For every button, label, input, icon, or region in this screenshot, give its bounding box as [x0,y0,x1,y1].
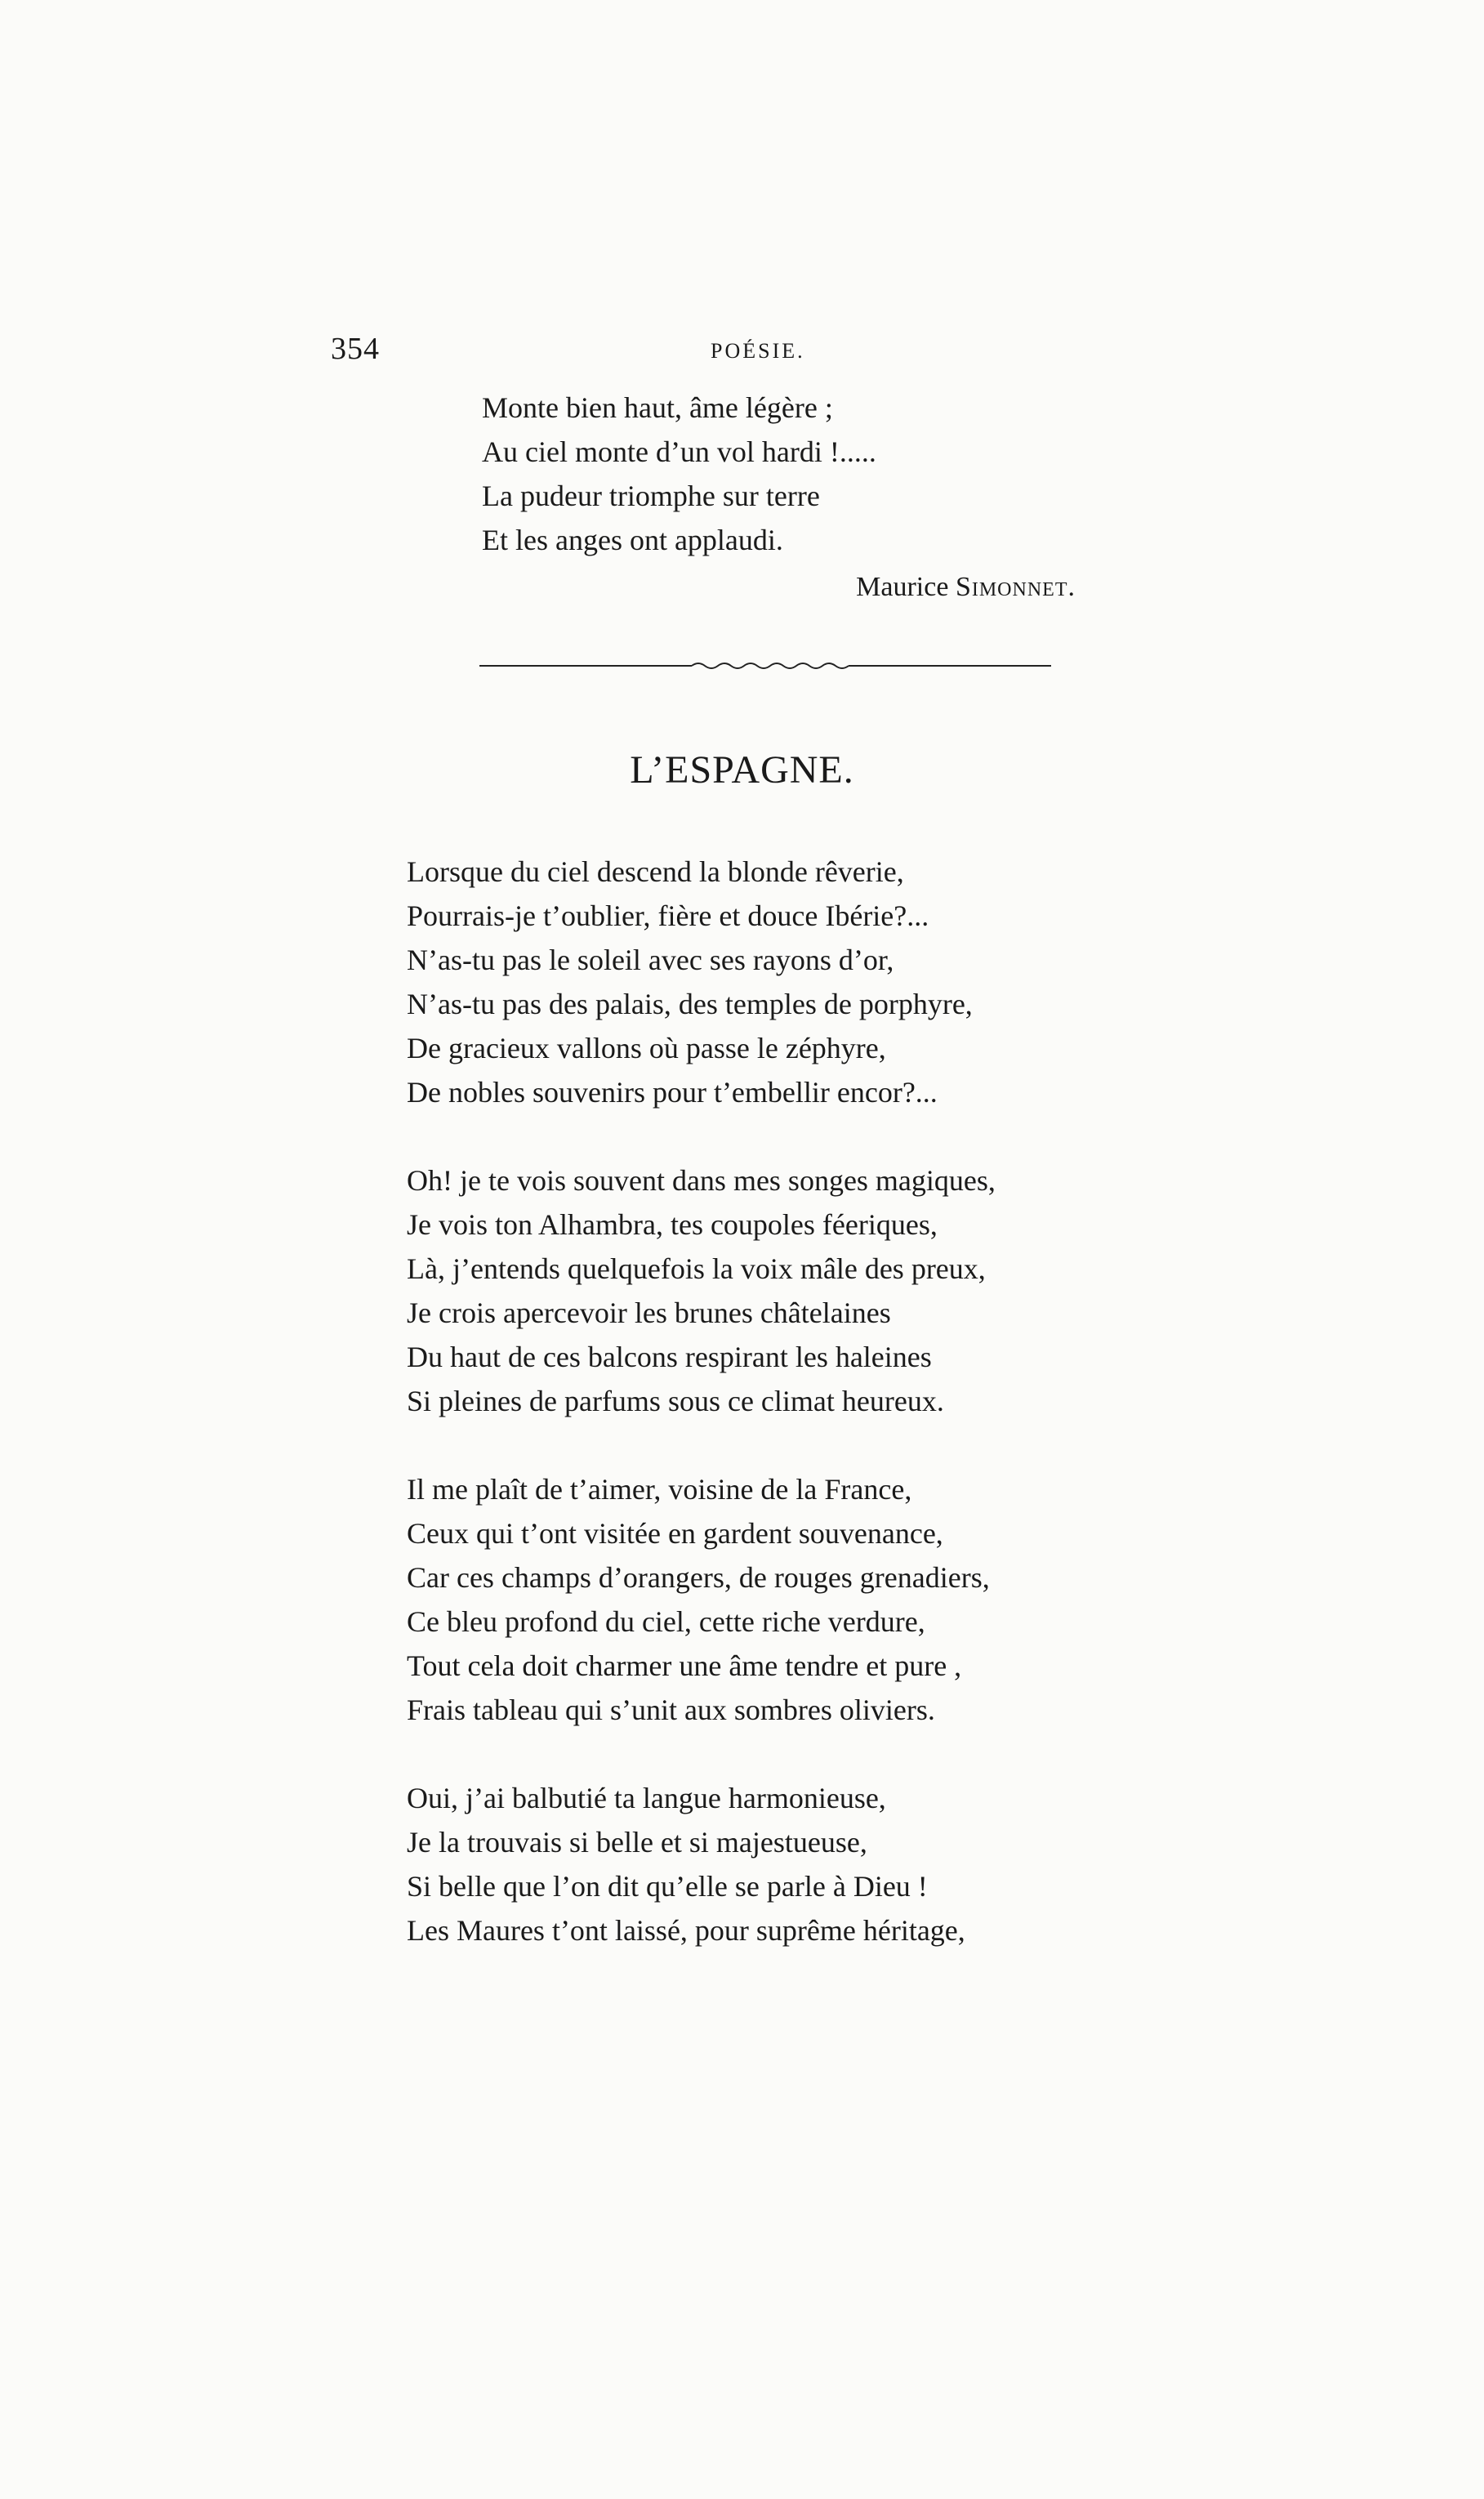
verse-line: La pudeur triomphe sur terre [482,480,820,512]
poem-title: L’ESPAGNE. [630,748,854,792]
verse-line: Oui, j’ai balbutié ta langue harmonieuse, [407,1782,886,1814]
verse-line: De gracieux vallons où passe le zéphyre, [407,1032,886,1064]
verse-line: Tout cela doit charmer une âme tendre et pure , [407,1649,962,1682]
verse-line: N’as-tu pas des palais, des temples de porphyre, [407,988,973,1020]
verse-line: Ce bleu profond du ciel, cette riche verdure, [407,1605,925,1638]
verse-line: Je vois ton Alhambra, tes coupoles féeriques, [407,1208,938,1241]
author-first-name: Maurice [856,572,949,602]
verse-line: Je crois apercevoir les brunes châtelaines [407,1296,891,1329]
verse-line: Car ces champs d’orangers, de rouges grenadiers, [407,1561,990,1594]
verse-line: Je la trouvais si belle et si majestueuse, [407,1826,867,1859]
previous-poem-ending [482,386,876,562]
verse-line: N’as-tu pas le soleil avec ses rayons d’or, [407,944,894,976]
verse-line: Si pleines de parfums sous ce climat heureux. [407,1385,944,1417]
page-number: 354 [331,332,380,366]
verse-line: Au ciel monte d’un vol hardi !..... [482,435,876,468]
verse-line: Ceux qui t’ont visitée en gardent souvenance, [407,1517,943,1550]
verse-line: Si belle que l’on dit qu’elle se parle à Dieu ! [407,1870,928,1903]
verse-line: De nobles souvenirs pour t’embellir encor?... [407,1076,938,1109]
verse-line: Les Maures t’ont laissé, pour suprême héritage, [407,1914,965,1947]
verse-line: Frais tableau qui s’unit aux sombres oliviers. [407,1694,935,1726]
stanza [407,1467,996,1732]
verse-line: Monte bien haut, âme légère ; [482,391,833,424]
verse-line: Là, j’entends quelquefois la voix mâle des preux, [407,1252,986,1285]
verse-line: Lorsque du ciel descend la blonde rêverie, [407,855,904,888]
author-signature [856,572,1076,603]
verse-line: Il me plaît de t’aimer, voisine de la France, [407,1473,912,1506]
running-head: POÉSIE. [711,339,805,363]
verse-line: Pourrais-je t’oublier, fière et douce Ibérie?... [407,899,929,932]
verse-line: Oh! je te vois souvent dans mes songes magiques, [407,1164,996,1197]
stanza [407,1158,996,1423]
author-last-name: Simonnet. [955,572,1076,602]
poem-body [407,850,996,1997]
verse-line: Du haut de ces balcons respirant les haleines [407,1341,932,1373]
ornamental-divider [479,654,1051,678]
stanza [407,850,996,1114]
verse-line: Et les anges ont applaudi. [482,524,783,556]
stanza [407,1776,996,1952]
